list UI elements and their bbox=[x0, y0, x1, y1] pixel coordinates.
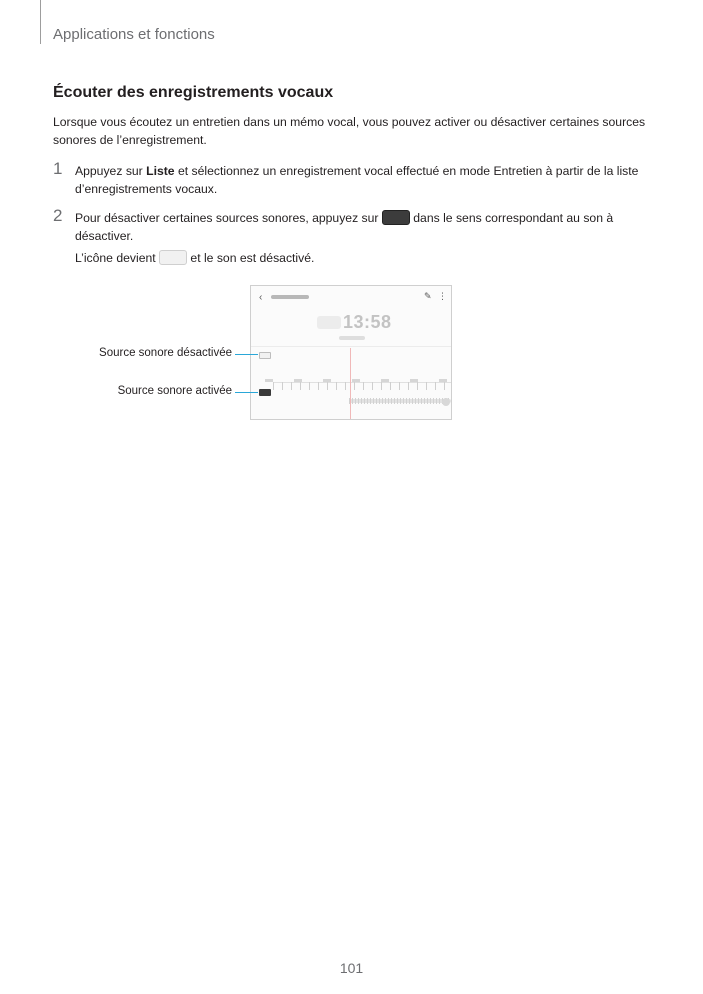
step-2-text-before: Pour désactiver certaines sources sonores, appuyez sur bbox=[75, 211, 382, 225]
source-disabled-toggle[interactable] bbox=[259, 352, 271, 359]
duration-placeholder bbox=[339, 336, 365, 340]
inactive-source-icon bbox=[159, 250, 187, 265]
page-number: 101 bbox=[339, 960, 364, 976]
callout-source-enabled: Source sonore activée bbox=[117, 385, 232, 397]
callout-source-disabled: Source sonore désactivée bbox=[99, 347, 232, 359]
section-title: Écouter des enregistrements vocaux bbox=[53, 84, 334, 101]
page-header-title: Applications et fonctions bbox=[53, 26, 215, 43]
step-2-text bbox=[75, 209, 665, 245]
callout-line-enabled bbox=[235, 392, 258, 393]
timeline-ticks bbox=[273, 382, 451, 390]
waveform bbox=[349, 394, 451, 408]
step-2-text-after: dans le sens correspondant au son à désactiver. bbox=[75, 211, 614, 243]
step-1-bold-term: Liste bbox=[146, 164, 175, 178]
more-options-icon[interactable]: ⋮ bbox=[438, 291, 447, 301]
step-1-text-after: et sélectionnez un enregistrement vocal effectué en mode Entretien à partir de la liste d’enregistrements vocaux. bbox=[75, 164, 639, 196]
pencil-icon[interactable]: ✎ bbox=[424, 291, 432, 301]
playback-time: 13:58 bbox=[343, 312, 392, 332]
time-prefix-blur bbox=[317, 316, 341, 329]
step-1-text bbox=[75, 162, 665, 198]
active-source-icon bbox=[382, 210, 410, 225]
step-1-text-before: Appuyez sur bbox=[75, 164, 147, 178]
callout-line-disabled bbox=[235, 354, 258, 355]
playhead[interactable] bbox=[350, 348, 351, 420]
step-2-result-text bbox=[75, 249, 665, 267]
recording-title-placeholder bbox=[271, 295, 309, 299]
waveform-end-marker bbox=[442, 398, 450, 406]
step-2-result-after: et le son est désactivé. bbox=[187, 251, 315, 265]
recording-screenshot bbox=[250, 285, 452, 420]
step-1-number: 1 bbox=[53, 159, 63, 178]
source-enabled-toggle[interactable] bbox=[259, 389, 271, 396]
header-rule bbox=[40, 0, 41, 44]
intro-paragraph: Lorsque vous écoutez un entretien dans un mémo vocal, vous pouvez activer ou désactiver certaines sources sonores de l’enregistrement. bbox=[53, 115, 646, 147]
step-2-result-before: L’icône devient bbox=[75, 251, 160, 265]
back-arrow-icon[interactable]: ‹ bbox=[259, 292, 263, 303]
screen-divider bbox=[251, 346, 452, 347]
step-2-number: 2 bbox=[53, 206, 63, 225]
